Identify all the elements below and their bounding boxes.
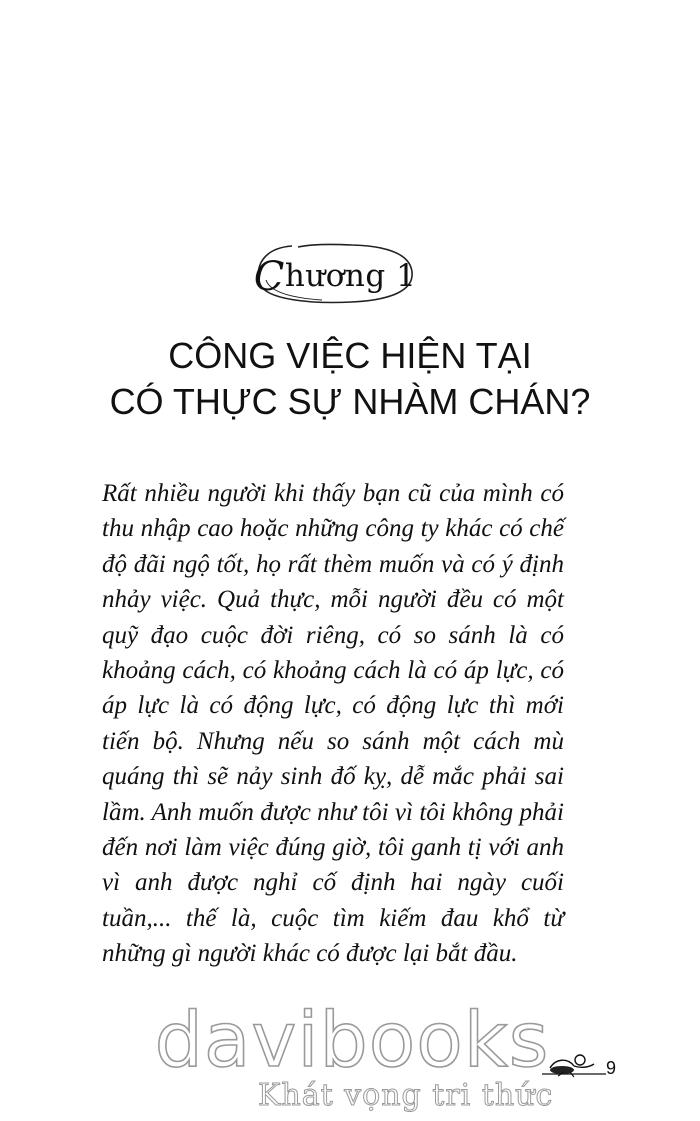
chapter-heading — [252, 240, 418, 306]
chapter-title-line-2: CÓ THỰC SỰ NHÀM CHÁN? — [109, 381, 591, 422]
publisher-watermark-slogan: Khát vọng tri thức — [258, 1078, 554, 1113]
chapter-title — [40, 333, 660, 425]
chapter-initial: C — [253, 254, 285, 300]
page-number: 9 — [606, 1058, 617, 1078]
chapter-label — [252, 254, 418, 300]
chapter-title-line-1: CÔNG VIỆC HIỆN TẠI — [168, 335, 532, 376]
intro-paragraph: Rất nhiều người khi thấy bạn cũ của mình có thu nhập cao hoặc những công ty khác có chế độ đãi ngộ tốt, họ rất thèm muốn và có ý định nhảy việc. Quả thực, mỗi người đều có một quỹ đạo cuộc đời riêng, có so sánh là có khoảng cách, có khoảng cách là có áp lực, có áp lực là có động lực, có động lực thì mới tiến bộ. Nhưng nếu so sánh một cách mù quáng thì sẽ nảy sinh đố kỵ, dễ mắc phải sai lầm. Anh muốn được như tôi vì tôi không phải đến nơi làm việc đúng giờ, tôi ganh tị với anh vì anh được nghỉ cố định hai ngày cuối tuần,... thế là, cuộc tìm kiếm đau khổ từ những gì người khác có được lại bắt đầu. — [102, 480, 564, 968]
publisher-watermark-logo: davibooks — [154, 995, 550, 1084]
reading-figure-icon — [540, 1048, 610, 1084]
chapter-label-rest: hương 1 — [284, 258, 417, 294]
